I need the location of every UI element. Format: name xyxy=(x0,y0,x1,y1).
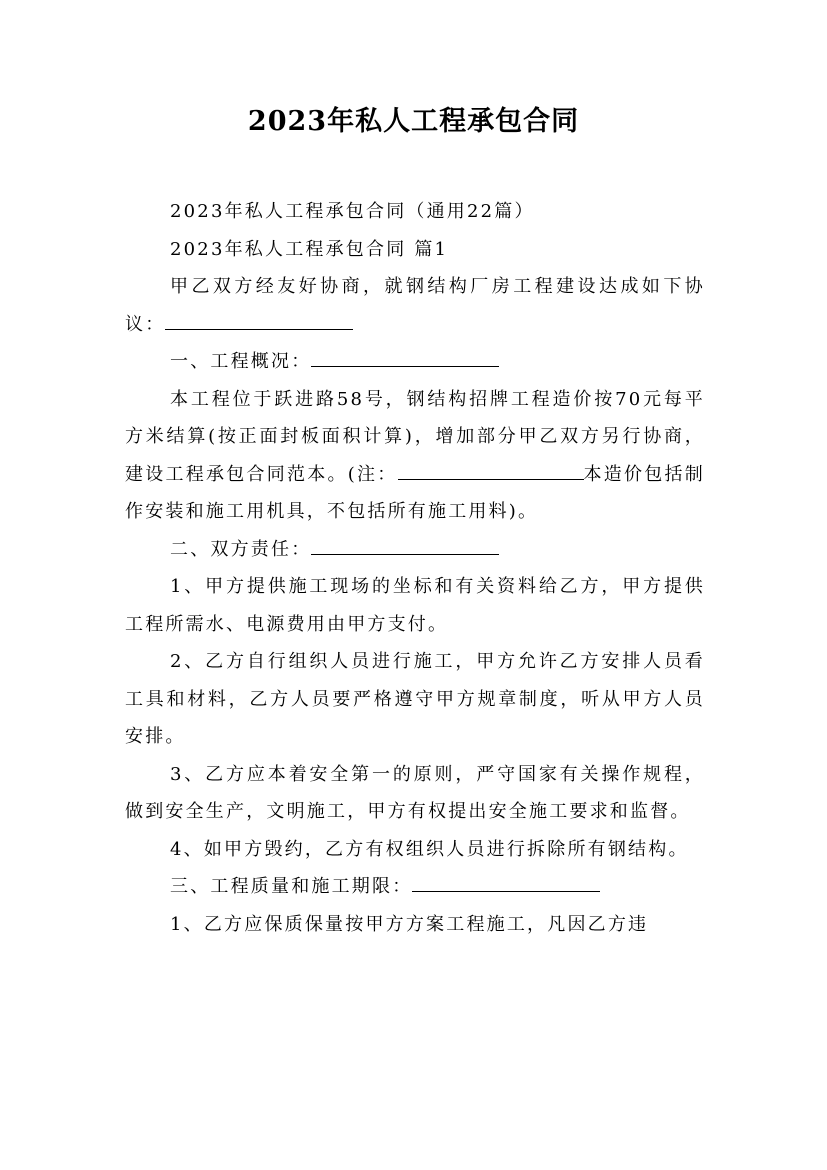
paragraph-text: 一、工程概况： xyxy=(170,351,312,372)
document-body xyxy=(125,193,705,943)
paragraph-text: 3、乙方应本着安全第一的原则，严守国家有关操作规程，做到安全生产，文明施工，甲方有权提出安全施工要求和监督。 xyxy=(125,763,705,822)
paragraph-text: 1、甲方提供施工现场的坐标和有关资料给乙方，甲方提供工程所需水、电源费用由甲方支付。 xyxy=(125,576,705,635)
paragraph xyxy=(125,756,705,831)
section-heading xyxy=(125,531,705,569)
paragraph-text: 1、乙方应保质保量按甲方方案工程施工，凡因乙方违 xyxy=(170,913,649,935)
fill-in-blank xyxy=(398,461,584,480)
paragraph-text: 甲乙双方经友好协商，就钢结构厂房工程建设达成如下协议： xyxy=(125,276,705,335)
paragraph xyxy=(125,231,705,269)
paragraph-text: 2023年私人工程承包合同 篇1 xyxy=(170,238,449,260)
paragraph-text: 本工程位于跃进路58号，钢结构招牌工程造价按70元每平方米结算(按正面封板面积计算)，增加部分甲乙双方另行协商，建设工程承包合同范本。(注： xyxy=(125,388,705,485)
fill-in-blank xyxy=(311,536,499,555)
paragraph xyxy=(125,268,705,343)
paragraph xyxy=(125,906,705,944)
fill-in-blank xyxy=(165,311,353,330)
paragraph xyxy=(125,568,705,643)
paragraph-text: 二、双方责任： xyxy=(170,538,312,560)
paragraph xyxy=(125,193,705,231)
paragraph-text: 三、工程质量和施工期限： xyxy=(170,876,413,897)
paragraph-tail-text: 本造价包括制作安装和施工用机具，不包括所有施工用料)。 xyxy=(125,463,705,522)
paragraph xyxy=(125,831,705,869)
paragraph xyxy=(125,643,705,756)
paragraph-text: 2、乙方自行组织人员进行施工，甲方允许乙方安排人员看工具和材料，乙方人员要严格遵守甲方规章制度，听从甲方人员安排。 xyxy=(125,651,705,747)
paragraph-text: 4、如甲方毁约，乙方有权组织人员进行拆除所有钢结构。 xyxy=(170,838,689,860)
paragraph xyxy=(125,381,705,531)
section-heading xyxy=(125,868,705,906)
paragraph-text: 2023年私人工程承包合同（通用22篇） xyxy=(170,201,535,222)
fill-in-blank xyxy=(412,873,600,892)
document-title: 2023年私人工程承包合同 xyxy=(247,106,580,137)
fill-in-blank xyxy=(311,348,499,367)
section-heading xyxy=(125,343,705,381)
